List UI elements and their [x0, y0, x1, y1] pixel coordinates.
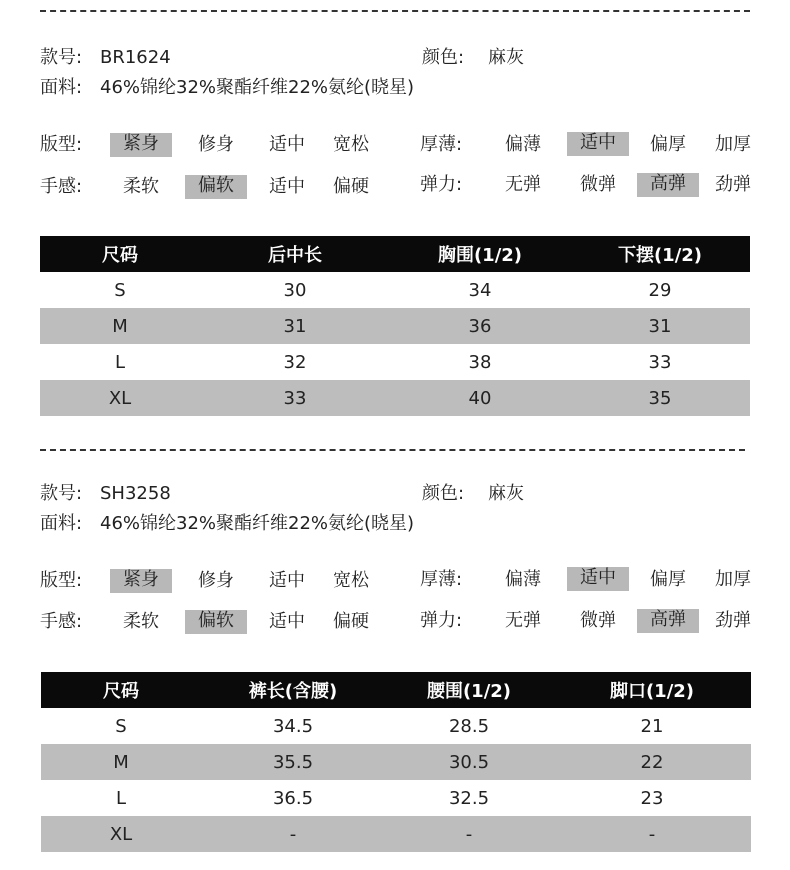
fabric-label: 面料:: [40, 513, 83, 534]
fit-option-loose: 宽松: [333, 570, 369, 591]
thickness-option-medium: 适中: [567, 132, 629, 156]
table-cell: 34: [468, 279, 492, 301]
thickness-label: 厚薄:: [420, 134, 463, 155]
table-cell: 31: [570, 308, 750, 344]
table-cell: S: [115, 715, 127, 737]
feel-option-soft: 柔软: [123, 176, 159, 197]
column-header: 裤长(含腰): [201, 672, 385, 708]
elasticity-option-slight: 微弹: [580, 610, 616, 631]
column-header: 尺码: [40, 236, 200, 272]
feel-option-softish: 偏软: [185, 175, 247, 199]
table-cell: 38: [468, 351, 492, 373]
color-value: 麻灰: [488, 483, 524, 504]
fit-label: 版型:: [40, 570, 83, 591]
column-header: 脚口(1/2): [553, 672, 751, 708]
elasticity-option-none: 无弹: [505, 610, 541, 631]
feel-option-soft: 柔软: [123, 611, 159, 632]
thickness-option-thick: 偏厚: [650, 134, 686, 155]
feel-label: 手感:: [40, 611, 83, 632]
thickness-option-extra-thick: 加厚: [715, 569, 751, 590]
elasticity-option-high: 高弹: [637, 609, 699, 633]
elasticity-option-slight: 微弹: [580, 174, 616, 195]
style-number-label: 款号:: [40, 47, 83, 68]
table-cell: M: [41, 744, 201, 780]
elasticity-option-super: 劲弹: [715, 610, 751, 631]
elasticity-label: 弹力:: [420, 174, 463, 195]
feel-option-medium: 适中: [269, 611, 305, 632]
table-cell: 33: [648, 351, 672, 373]
fit-option-slim: 修身: [198, 570, 234, 591]
table-cell: 32: [283, 351, 307, 373]
fabric-value: 46%锦纶32%聚酯纤维22%氨纶(晓星): [100, 513, 415, 534]
feel-label: 手感:: [40, 176, 83, 197]
table-cell: M: [40, 308, 200, 344]
fit-option-tight: 紧身: [110, 569, 172, 593]
column-header: 腰围(1/2): [385, 672, 553, 708]
thickness-option-thin: 偏薄: [505, 569, 541, 590]
feel-option-softish: 偏软: [185, 610, 247, 634]
table-cell: 35.5: [201, 744, 385, 780]
table-header-row: [40, 236, 750, 272]
fit-option-loose: 宽松: [333, 134, 369, 155]
fit-option-tight: 紧身: [110, 133, 172, 157]
table-cell: -: [201, 816, 385, 852]
table-cell: 34.5: [272, 715, 314, 737]
fabric-value: 46%锦纶32%聚酯纤维22%氨纶(晓星): [100, 77, 415, 98]
table-row: [40, 308, 750, 344]
style-number-label: 款号:: [40, 483, 83, 504]
table-row: [41, 816, 751, 852]
table-cell: 32.5: [448, 787, 490, 809]
table-cell: 35: [570, 380, 750, 416]
column-header: 下摆(1/2): [570, 236, 750, 272]
column-header: 后中长: [200, 236, 390, 272]
table-cell: 29: [648, 279, 672, 301]
table-row: [40, 380, 750, 416]
column-header: 胸围(1/2): [390, 236, 570, 272]
table-cell: 21: [640, 715, 664, 737]
table-cell: 30.5: [385, 744, 553, 780]
table-cell: 40: [390, 380, 570, 416]
table-cell: L: [115, 787, 127, 809]
fit-option-regular: 适中: [269, 570, 305, 591]
style-number-value: SH3258: [100, 483, 171, 504]
thickness-option-medium: 适中: [567, 567, 629, 591]
elasticity-option-high: 高弹: [637, 173, 699, 197]
table-cell: -: [553, 816, 751, 852]
feel-option-medium: 适中: [269, 176, 305, 197]
table-cell: S: [114, 279, 126, 301]
table-row: [41, 780, 751, 816]
color-label: 颜色:: [422, 47, 465, 68]
table-cell: 33: [200, 380, 390, 416]
table-cell: 30: [283, 279, 307, 301]
table-header-row: [41, 672, 751, 708]
style-number-value: BR1624: [100, 47, 171, 68]
table-row: [40, 272, 750, 308]
elasticity-option-super: 劲弹: [715, 174, 751, 195]
feel-option-stiff: 偏硬: [333, 176, 369, 197]
table-cell: XL: [40, 380, 200, 416]
table-row: [40, 344, 750, 380]
table-cell: XL: [41, 816, 201, 852]
table-row: [41, 708, 751, 744]
table-cell: 22: [553, 744, 751, 780]
table-row: [41, 744, 751, 780]
size-table: [40, 236, 750, 416]
fabric-label: 面料:: [40, 77, 83, 98]
thickness-label: 厚薄:: [420, 569, 463, 590]
color-label: 颜色:: [422, 483, 465, 504]
section-divider: [40, 10, 750, 12]
table-cell: 23: [640, 787, 664, 809]
size-table: [41, 672, 751, 852]
fit-option-regular: 适中: [269, 134, 305, 155]
color-value: 麻灰: [488, 47, 524, 68]
table-cell: -: [385, 816, 553, 852]
column-header: 尺码: [41, 672, 201, 708]
table-cell: 36.5: [272, 787, 314, 809]
fit-label: 版型:: [40, 134, 83, 155]
section-divider: [40, 449, 745, 451]
elasticity-option-none: 无弹: [505, 174, 541, 195]
table-cell: L: [114, 351, 126, 373]
thickness-option-extra-thick: 加厚: [715, 134, 751, 155]
table-cell: 36: [390, 308, 570, 344]
feel-option-stiff: 偏硬: [333, 611, 369, 632]
elasticity-label: 弹力:: [420, 610, 463, 631]
thickness-option-thick: 偏厚: [650, 569, 686, 590]
table-cell: 28.5: [448, 715, 490, 737]
fit-option-slim: 修身: [198, 134, 234, 155]
thickness-option-thin: 偏薄: [505, 134, 541, 155]
table-cell: 31: [200, 308, 390, 344]
